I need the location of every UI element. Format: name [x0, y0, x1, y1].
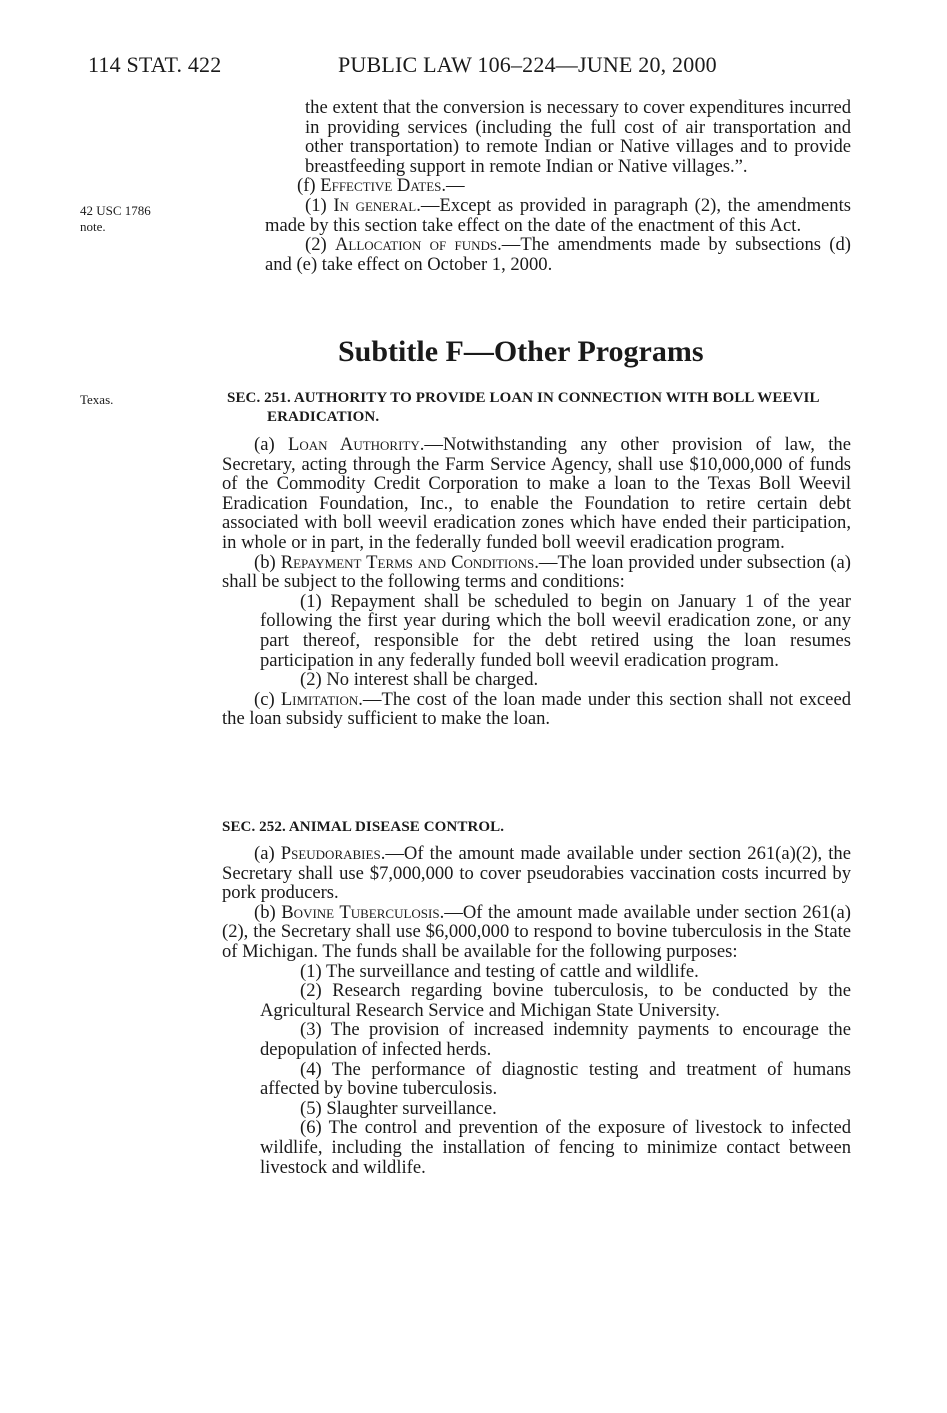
- continuation-paragraph: the extent that the conversion is necessary to cover expenditures incurred in providing services (including the full cost of air transportation and other transportation) to remote Indian or Native villages and to provide breastfeeding support in remote Indian or Native villages.”.: [305, 97, 851, 177]
- sec252-paragraph-b4: (4) The performance of diagnostic testing and treatment of humans affected by bovine tuberculosis.: [260, 1058, 851, 1100]
- sec251-subsection-a: [222, 435, 851, 553]
- sec252-paragraph-b6: (6) The control and prevention of the exposure of livestock to infected wildlife, including the installation of fencing to minimize contact between livestock and wildlife.: [260, 1117, 851, 1178]
- paragraph-f1-label: (1): [305, 194, 334, 216]
- sec251-paragraph-b1: (1) Repayment shall be scheduled to begin on January 1 of the year following the first year during which the boll weevil eradication zone, or any part thereof, responsible for the debt retired using the loan resumes participation in any federally funded boll weevil eradication program.: [260, 590, 851, 671]
- sec252-paragraph-b1: (1) The surveillance and testing of cattle and wildlife.: [300, 960, 699, 982]
- section-251-heading: [227, 389, 851, 427]
- sec251-a-label: (a): [254, 434, 289, 455]
- sec251-b-heading: Repayment Terms and Conditions: [280, 551, 535, 573]
- sec252-paragraph-b5: (5) Slaughter surveillance.: [300, 1097, 497, 1119]
- subsection-f-tail: .—: [441, 175, 465, 197]
- sec251-c-heading: Limitation: [280, 688, 359, 710]
- paragraph-f1-heading: In general: [333, 194, 417, 216]
- paragraph-f2-label: (2): [305, 234, 335, 256]
- sec251-c-text: .—The cost of the loan made under this section shall not exceed the loan subsidy sufficient to make the loan.: [222, 688, 851, 730]
- sec252-b-heading: Bovine Tuberculosis: [281, 901, 440, 923]
- paragraph-f2-text: .—The amendments made by subsections (d) and (e) take effect on October 1, 2000.: [265, 234, 851, 275]
- sec251-subsection-b: [222, 553, 851, 592]
- margin-note-usc: [80, 203, 151, 235]
- sec251-paragraph-b2: (2) No interest shall be charged.: [300, 669, 539, 691]
- margin-note-usc-note: note.: [80, 219, 106, 234]
- sec252-b-label: (b): [254, 901, 282, 923]
- subsection-f-label: (f): [297, 175, 321, 197]
- sec252-b-text: .—Of the amount made available under section 261(a)(2), the Secretary shall use $6,000,000 to respond to bovine tuberculosis in the State of Michigan. The funds shall be available for the following purposes:: [222, 901, 851, 962]
- sec252-a-text: .—Of the amount made available under section 261(a)(2), the Secretary shall use $7,000,000 to cover pseudorabies vaccination costs incurred by pork producers.: [222, 843, 851, 904]
- subtitle-heading: Subtitle F—Other Programs: [338, 335, 704, 368]
- paragraph-f1-text: .—Except as provided in paragraph (2), the amendments made by this section take effect on the date of the enactment of this Act.: [265, 194, 851, 236]
- sec252-subsection-a: [222, 844, 851, 903]
- sec251-a-text: .—Notwithstanding any other provision of law, the Secretary, acting through the Farm Service Agency, shall use $10,000,000 of funds of the Commodity Credit Corporation to make a loan to the Texas Boll Weevil Eradication Foundation, Inc., to enable the Foundation to retire certain debt associated with boll weevil eradication zones which have ended their participation, in whole or in part, in the federally funded boll weevil eradication program.: [222, 434, 851, 553]
- sec252-paragraph-b3: (3) The provision of increased indemnity payments to encourage the depopulation of infected herds.: [260, 1019, 851, 1060]
- sec251-a-heading: Loan Authority: [288, 434, 420, 455]
- sec252-a-label: (a): [254, 843, 281, 864]
- paragraph-f2: [265, 235, 851, 274]
- section-251-heading-text: SEC. 251. AUTHORITY TO PROVIDE LOAN IN CONNECTION WITH BOLL WEEVIL ERADICATION.: [227, 390, 819, 425]
- paragraph-f1: [265, 196, 851, 235]
- subsection-f: [265, 176, 851, 196]
- stat-page-number: 114 STAT. 422: [88, 52, 222, 77]
- sec251-b-text: .—The loan provided under subsection (a) shall be subject to the following terms and conditions:: [222, 551, 851, 593]
- public-law-title: PUBLIC LAW 106–224—JUNE 20, 2000: [338, 52, 717, 77]
- sec251-c-label: (c): [254, 688, 281, 710]
- sec252-paragraph-b2: (2) Research regarding bovine tuberculosis, to be conducted by the Agricultural Research Service and Michigan State University.: [260, 980, 851, 1021]
- margin-note-usc-citation: 42 USC 1786: [80, 203, 151, 218]
- margin-note-texas: Texas.: [80, 392, 114, 407]
- sec251-b-label: (b): [254, 551, 281, 573]
- sec252-a-heading: Pseudorabies: [280, 843, 381, 864]
- section-251-body: [222, 435, 851, 729]
- top-section: [265, 98, 851, 274]
- paragraph-f2-heading: Allocation of funds: [334, 234, 498, 256]
- section-252-heading: SEC. 252. ANIMAL DISEASE CONTROL.: [222, 819, 505, 835]
- section-252-body: [222, 844, 851, 1177]
- sec252-subsection-b: [222, 903, 851, 962]
- sec251-subsection-c: [222, 690, 851, 729]
- subsection-f-heading: Effective Dates: [320, 175, 442, 197]
